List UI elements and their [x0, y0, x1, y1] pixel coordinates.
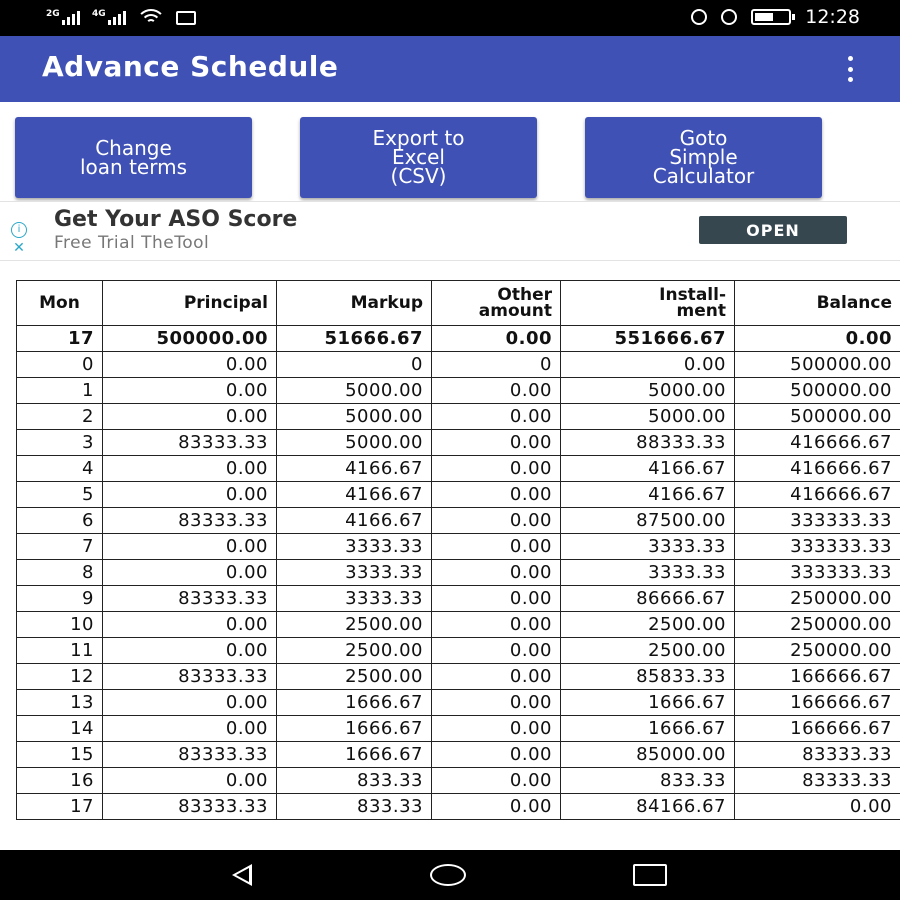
ad-headline[interactable]: Get Your ASO Score	[54, 207, 298, 232]
table-cell: 0.00	[103, 638, 277, 664]
table-cell: 0.00	[103, 560, 277, 586]
table-cell: 4166.67	[277, 508, 432, 534]
header-principal: Principal	[103, 281, 277, 326]
table-cell: 5000.00	[277, 378, 432, 404]
status-right	[691, 6, 860, 28]
table-row	[17, 768, 900, 794]
table-row	[17, 690, 900, 716]
table-cell: 416666.67	[735, 430, 900, 456]
table-cell: 2	[17, 404, 103, 430]
table-cell: 1666.67	[277, 742, 432, 768]
table-cell: 0.00	[432, 456, 561, 482]
table-cell: 0.00	[432, 768, 561, 794]
table-cell: 3333.33	[277, 560, 432, 586]
status-time: 12:28	[805, 6, 860, 28]
table-row	[17, 482, 900, 508]
table-cell: 4166.67	[277, 482, 432, 508]
schedule-table	[16, 280, 900, 820]
data-saver-icon	[691, 9, 707, 25]
table-cell: 83333.33	[103, 586, 277, 612]
table-cell: 0.00	[103, 352, 277, 378]
table-cell: 250000.00	[735, 612, 900, 638]
table-cell: 5000.00	[561, 404, 735, 430]
total-cell: 0.00	[735, 326, 900, 352]
table-cell: 0.00	[432, 742, 561, 768]
table-cell: 0	[277, 352, 432, 378]
table-row	[17, 378, 900, 404]
sim1-label: 2G	[46, 9, 60, 19]
wifi-icon	[138, 7, 164, 25]
table-cell: 0.00	[432, 508, 561, 534]
table-cell: 2500.00	[277, 612, 432, 638]
table-row	[17, 456, 900, 482]
table-row	[17, 612, 900, 638]
signal-sim1-icon	[46, 11, 80, 25]
table-cell: 0.00	[103, 456, 277, 482]
table-cell: 5000.00	[561, 378, 735, 404]
table-cell: 9	[17, 586, 103, 612]
table-row	[17, 716, 900, 742]
table-cell: 0	[432, 352, 561, 378]
table-cell: 0.00	[103, 768, 277, 794]
table-cell: 12	[17, 664, 103, 690]
header-balance: Balance	[735, 281, 900, 326]
table-cell: 250000.00	[735, 638, 900, 664]
table-cell: 1666.67	[561, 716, 735, 742]
navigation-bar	[0, 850, 900, 900]
table-cell: 2500.00	[277, 638, 432, 664]
table-cell: 333333.33	[735, 534, 900, 560]
table-cell: 7	[17, 534, 103, 560]
table-cell: 0.00	[103, 690, 277, 716]
table-cell: 3333.33	[277, 586, 432, 612]
table-cell: 14	[17, 716, 103, 742]
recent-apps-icon[interactable]	[633, 864, 667, 886]
table-cell: 83333.33	[103, 664, 277, 690]
table-cell: 0.00	[432, 534, 561, 560]
table-row	[17, 638, 900, 664]
table-cell: 86666.67	[561, 586, 735, 612]
table-cell: 0.00	[103, 612, 277, 638]
table-cell: 0.00	[103, 534, 277, 560]
table-cell: 1666.67	[561, 690, 735, 716]
table-cell: 8	[17, 560, 103, 586]
table-cell: 5000.00	[277, 404, 432, 430]
table-cell: 4166.67	[561, 482, 735, 508]
table-cell: 0.00	[432, 638, 561, 664]
table-cell: 83333.33	[103, 794, 277, 820]
table-cell: 84166.67	[561, 794, 735, 820]
table-cell: 0	[17, 352, 103, 378]
table-cell: 0.00	[432, 560, 561, 586]
table-cell: 0.00	[103, 482, 277, 508]
table-cell: 11	[17, 638, 103, 664]
ad-info-icon[interactable]: i	[11, 222, 27, 238]
table-cell: 85833.33	[561, 664, 735, 690]
table-row	[17, 534, 900, 560]
table-cell: 83333.33	[103, 508, 277, 534]
table-cell: 3333.33	[277, 534, 432, 560]
table-cell: 85000.00	[561, 742, 735, 768]
page-title: Advance Schedule	[42, 50, 339, 83]
table-cell: 0.00	[103, 378, 277, 404]
table-cell: 166666.67	[735, 690, 900, 716]
table-cell: 0.00	[432, 430, 561, 456]
header-mon: Mon	[17, 281, 103, 326]
table-row	[17, 586, 900, 612]
table-cell: 333333.33	[735, 508, 900, 534]
table-row	[17, 664, 900, 690]
table-cell: 833.33	[277, 794, 432, 820]
table-cell: 416666.67	[735, 456, 900, 482]
table-cell: 4166.67	[277, 456, 432, 482]
goto-simple-calculator-button[interactable]: Goto Simple Calculator	[585, 117, 822, 198]
change-loan-terms-button[interactable]: Change loan terms	[15, 117, 252, 198]
table-cell: 10	[17, 612, 103, 638]
table-row	[17, 794, 900, 820]
header-markup: Markup	[277, 281, 432, 326]
table-cell: 166666.67	[735, 664, 900, 690]
total-cell: 0.00	[432, 326, 561, 352]
back-icon[interactable]	[232, 864, 252, 886]
table-cell: 0.00	[432, 378, 561, 404]
table-cell: 83333.33	[735, 742, 900, 768]
table-row	[17, 560, 900, 586]
ad-open-button[interactable]: OPEN	[699, 216, 847, 244]
table-cell: 1666.67	[277, 716, 432, 742]
table-cell: 0.00	[432, 664, 561, 690]
total-cell: 17	[17, 326, 103, 352]
table-cell: 88333.33	[561, 430, 735, 456]
status-left	[46, 7, 196, 25]
table-cell: 0.00	[735, 794, 900, 820]
table-cell: 500000.00	[735, 378, 900, 404]
status-bar	[0, 0, 900, 36]
table-cell: 0.00	[432, 482, 561, 508]
table-cell: 2500.00	[561, 612, 735, 638]
table-cell: 4	[17, 456, 103, 482]
ad-subtext: Free Trial TheTool	[54, 233, 210, 253]
total-cell: 51666.67	[277, 326, 432, 352]
table-cell: 500000.00	[735, 352, 900, 378]
table-cell: 0.00	[432, 404, 561, 430]
header-installment: Install- ment	[561, 281, 735, 326]
table-cell: 1	[17, 378, 103, 404]
table-cell: 3333.33	[561, 560, 735, 586]
total-cell: 500000.00	[103, 326, 277, 352]
table-cell: 87500.00	[561, 508, 735, 534]
table-cell: 0.00	[432, 690, 561, 716]
table-cell: 250000.00	[735, 586, 900, 612]
table-cell: 16	[17, 768, 103, 794]
table-cell: 333333.33	[735, 560, 900, 586]
table-cell: 833.33	[561, 768, 735, 794]
table-cell: 0.00	[103, 716, 277, 742]
alarm-icon	[721, 9, 737, 25]
table-row	[17, 430, 900, 456]
app-bar	[0, 36, 900, 102]
table-row	[17, 352, 900, 378]
table-cell: 0.00	[561, 352, 735, 378]
table-cell: 166666.67	[735, 716, 900, 742]
table-cell: 0.00	[432, 794, 561, 820]
sim2-label: 4G	[92, 9, 106, 19]
header-other-amount: Other amount	[432, 281, 561, 326]
table-cell: 6	[17, 508, 103, 534]
table-cell: 5000.00	[277, 430, 432, 456]
table-cell: 2500.00	[277, 664, 432, 690]
table-cell: 5	[17, 482, 103, 508]
table-row	[17, 404, 900, 430]
more-vert-icon[interactable]	[844, 56, 856, 82]
ad-close-icon[interactable]: ✕	[13, 240, 25, 256]
table-cell: 0.00	[432, 612, 561, 638]
table-row	[17, 742, 900, 768]
ad-banner[interactable]	[0, 201, 900, 261]
battery-icon	[751, 9, 791, 25]
table-cell: 15	[17, 742, 103, 768]
table-cell: 83333.33	[103, 742, 277, 768]
table-cell: 83333.33	[103, 430, 277, 456]
table-cell: 416666.67	[735, 482, 900, 508]
table-header-row	[17, 281, 900, 326]
table-cell: 17	[17, 794, 103, 820]
table-cell: 3	[17, 430, 103, 456]
signal-sim2-icon	[92, 11, 126, 25]
table-cell: 833.33	[277, 768, 432, 794]
table-cell: 0.00	[432, 586, 561, 612]
table-cell: 0.00	[103, 404, 277, 430]
table-cell: 0.00	[432, 716, 561, 742]
table-row	[17, 508, 900, 534]
export-csv-button[interactable]: Export to Excel (CSV)	[300, 117, 537, 198]
table-cell: 500000.00	[735, 404, 900, 430]
message-icon	[176, 11, 196, 25]
table-cell: 3333.33	[561, 534, 735, 560]
total-cell: 551666.67	[561, 326, 735, 352]
home-icon[interactable]	[430, 864, 466, 886]
total-row	[17, 326, 900, 352]
schedule-table-container[interactable]	[16, 280, 900, 820]
table-cell: 83333.33	[735, 768, 900, 794]
table-cell: 2500.00	[561, 638, 735, 664]
table-cell: 4166.67	[561, 456, 735, 482]
table-cell: 1666.67	[277, 690, 432, 716]
table-cell: 13	[17, 690, 103, 716]
ad-choices[interactable]	[8, 222, 30, 256]
